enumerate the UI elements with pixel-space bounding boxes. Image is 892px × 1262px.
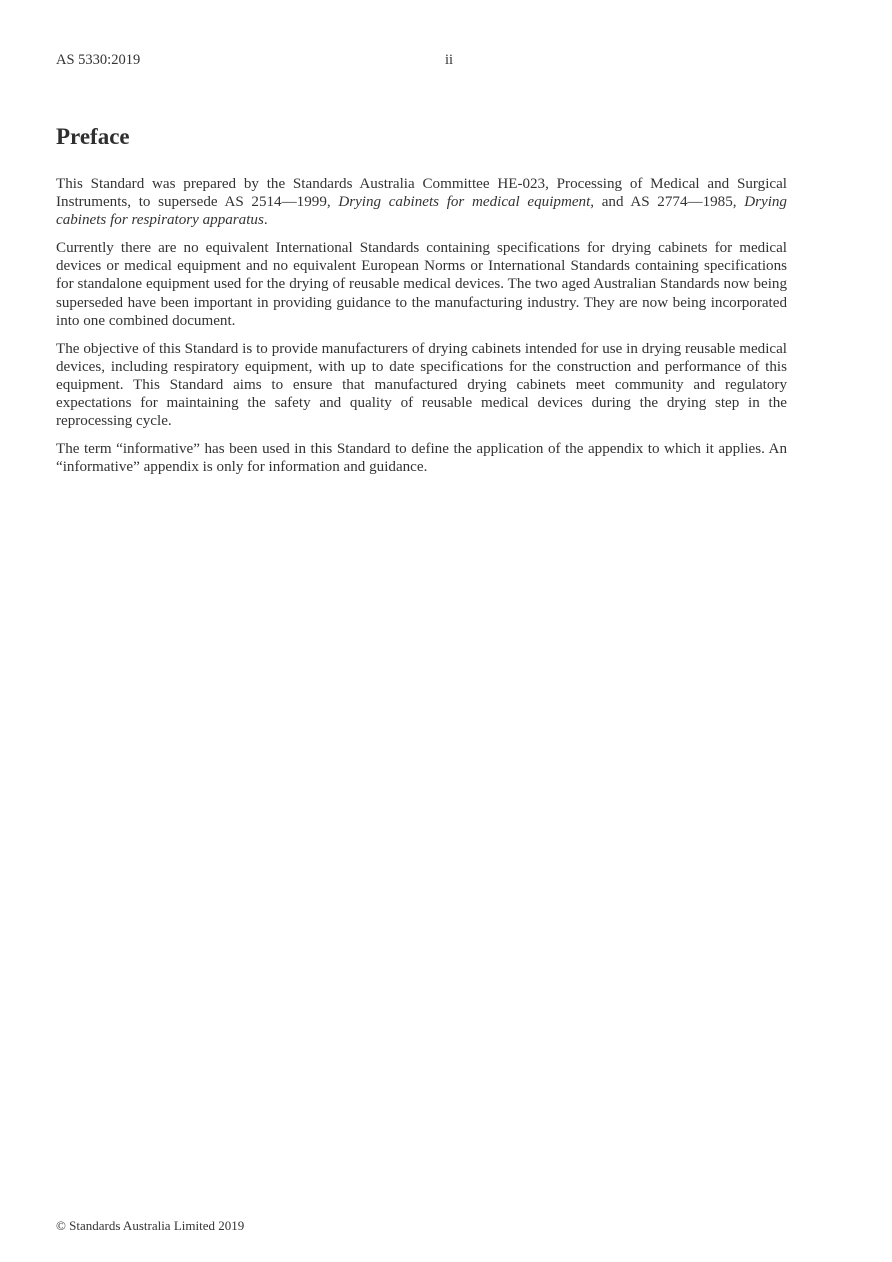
superseded-title-2: Drying cabinets for respiratory apparatus — [56, 194, 787, 229]
paragraph-objective: The objective of this Standard is to provide manufacturers of drying cabinets intended for use in drying reusable medical devices, including respiratory equipment, with up to date specifications for the construction and performance of this equipment. This Standard aims to ensure that manufactured drying cabinets meet community and regulatory expectations for maintaining the safety and quality of reusable medical devices during the drying step in the reprocessing cycle. — [56, 340, 787, 430]
superseded-title-1: Drying cabinets for medical equipment — [338, 194, 591, 211]
running-header — [56, 52, 787, 72]
paragraph-text: . — [263, 212, 268, 229]
paragraph-text: , and AS 2774—1985, — [590, 194, 745, 211]
paragraph-informative: The term “informative” has been used in this Standard to define the application of the appendix to which it applies. An “informative” appendix is only for information and guidance. — [56, 441, 787, 476]
page-number: ii — [445, 52, 454, 68]
paragraph-background: Currently there are no equivalent International Standards containing specifications for drying cabinets for medical devices or medical equipment and no equivalent European Norms or International Standards containing specifications for standalone equipment used for the drying of reusable medical devices. The two aged Australian Standards now being superseded have been important in providing guidance to the manufacturing industry. They are now being incorporated into one combined document. — [56, 240, 787, 329]
paragraph-committee — [56, 175, 787, 229]
copyright-footer: © Standards Australia Limited 2019 — [56, 1218, 245, 1233]
paragraph-text: This Standard was prepared by the Standards Australia Committee HE-023, Processing of Medical and Surgical Instruments, to supersede AS 2514—1999, — [56, 176, 787, 211]
page-title: Preface — [56, 124, 130, 149]
preface-body — [56, 175, 787, 486]
document-id: AS 5330:2019 — [56, 52, 141, 68]
